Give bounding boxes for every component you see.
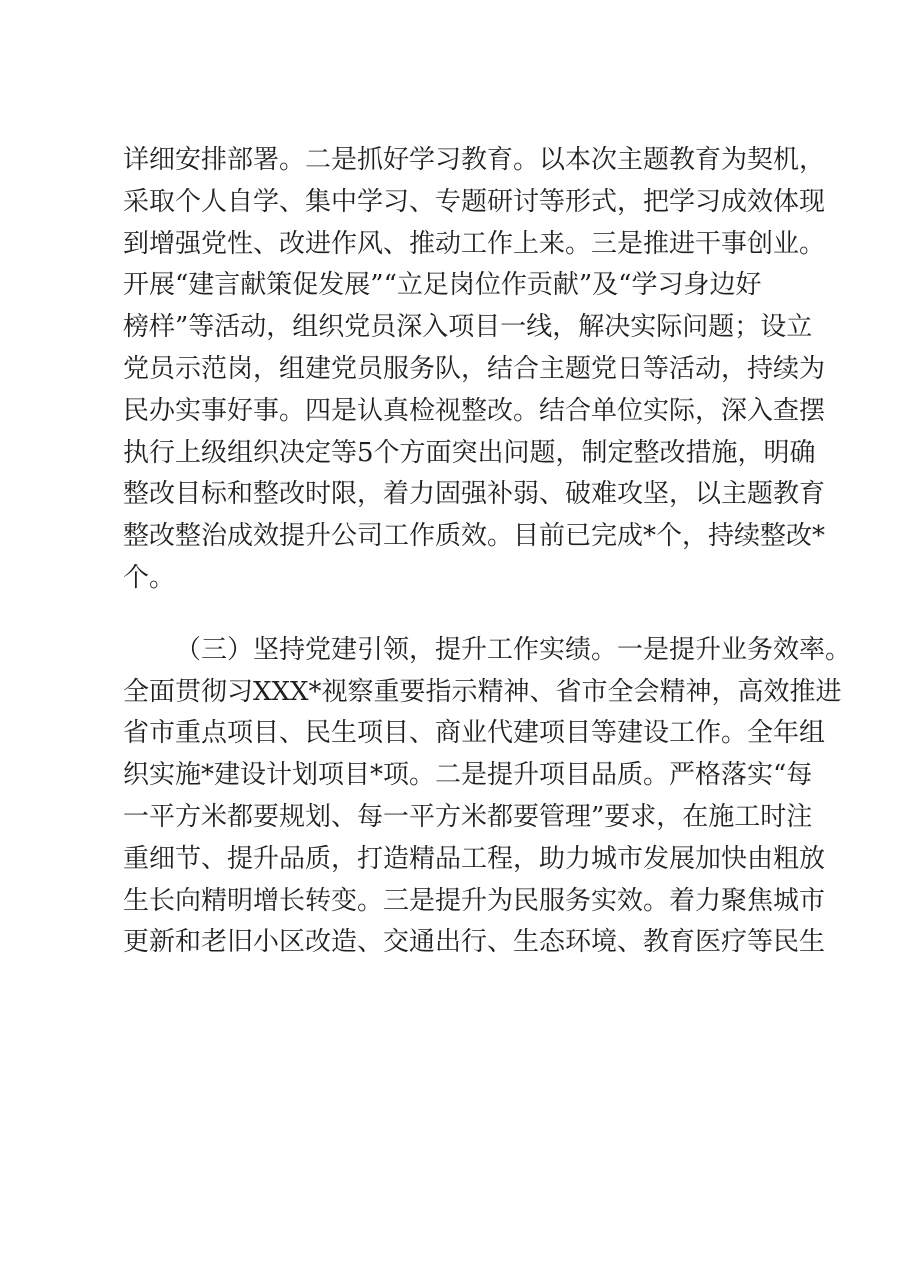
paragraph-line: 采取个人自学、集中学习、专题研讨等形式，把学习成效体现 [123, 186, 826, 217]
paragraph-1 [123, 140, 826, 600]
paragraph-line: 织实施*建设计划项目*项。二是提升项目品质。严格落实“每 [123, 760, 813, 791]
paragraph-line: 整改目标和整改时限，着力固强补弱、破难攻坚，以主题教育 [123, 479, 826, 510]
paragraph-line: 民办实事好事。四是认真检视整改。结合单位实际，深入查摆 [123, 395, 826, 426]
document-body [123, 140, 852, 964]
paragraph-line: （三）坚持党建引领，提升工作实绩。一是提升业务效率。 [175, 634, 852, 665]
paragraph-line: 一平方米都要规划、每一平方米都要管理”要求，在施工时注 [123, 801, 813, 832]
paragraph-line: 党员示范岗，组建党员服务队，结合主题党日等活动，持续为 [123, 353, 826, 384]
paragraph-line: 个。 [123, 562, 176, 593]
paragraph-line: 重细节、提升品质，打造精品工程，助力城市发展加快由粗放 [123, 843, 826, 874]
paragraph-spacing [123, 600, 803, 630]
paragraph-line: 执行上级组织决定等5个方面突出问题，制定整改措施，明确 [123, 437, 816, 468]
paragraph-line: 全面贯彻习XXX*视察重要指示精神、省市全会精神，高效推进 [123, 676, 842, 707]
paragraph-2 [123, 630, 852, 964]
paragraph-line: 到增强党性、改进作风、推动工作上来。三是推进干事创业。 [123, 228, 826, 259]
paragraph-line: 更新和老旧小区改造、交通出行、生态环境、教育医疗等民生 [123, 927, 826, 958]
paragraph-line: 整改整治成效提升公司工作质效。目前已完成*个，持续整改* [123, 521, 826, 552]
paragraph-line: 详细安排部署。二是抓好学习教育。以本次主题教育为契机， [123, 145, 826, 175]
paragraph-line: 榜样”等活动，组织党员深入项目一线，解决实际问题；设立 [123, 312, 813, 343]
paragraph-line: 开展“建言献策促发展”“立足岗位作贡献”及“学习身边好 [123, 270, 762, 301]
paragraph-line: 生长向精明增长转变。三是提升为民服务实效。着力聚焦城市 [123, 885, 826, 916]
paragraph-line: 省市重点项目、民生项目、商业代建项目等建设工作。全年组 [123, 718, 826, 749]
